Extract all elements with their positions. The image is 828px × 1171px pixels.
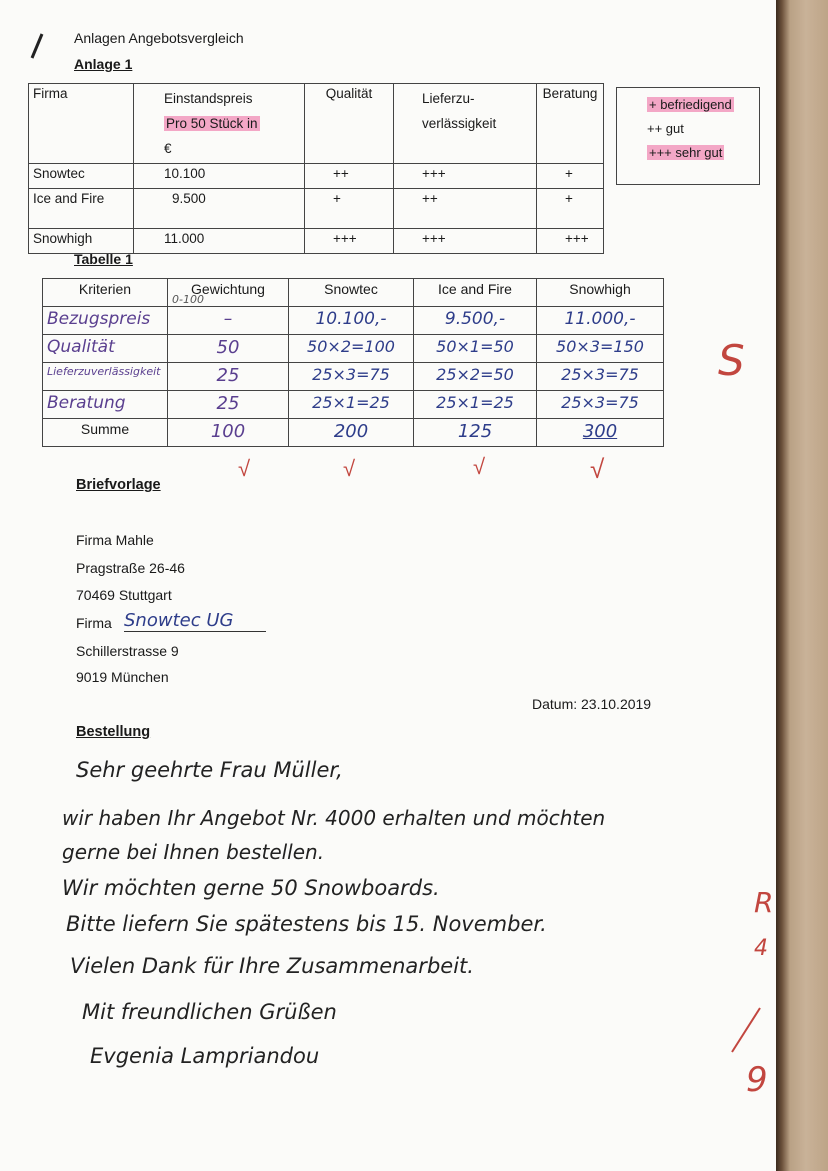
evaluation-table [42,278,664,447]
cell-qualitaet: + [305,189,394,229]
header-snowhigh: Snowhigh [537,279,664,307]
header-beratung: Beratung [537,84,604,164]
letter-body-line: Bitte liefern Sie spätestens bis 15. November. [66,912,547,936]
pen-stroke-mark [28,30,48,60]
cell-ice-and-fire: 9.500,- [414,307,537,335]
check-mark: √ [473,454,486,479]
cell-snowtec: 200 [289,419,414,447]
page-title: Anlagen Angebotsvergleich [74,30,244,46]
cell-kriterium: Lieferzuverlässigkeit [43,363,168,391]
table-row [29,229,604,254]
check-mark: √ [238,456,251,481]
legend-item: ++ gut [647,121,684,136]
cell-ice-and-fire: 25×2=50 [414,363,537,391]
wooden-table-edge [776,0,828,1171]
cell-gewichtung: 100 [168,419,289,447]
check-mark: √ [343,456,356,481]
cell-firma: Snowhigh [29,229,134,254]
scale-note: 0-100 [172,293,204,306]
letter-body-line: Mit freundlichen Grüßen [82,1000,337,1024]
header-qualitaet: Qualität [305,84,394,164]
cell-beratung: + [537,189,604,229]
table-row [43,307,664,335]
table-row [29,189,604,229]
cell-beratung: + [537,164,604,189]
letter-body-line: Sehr geehrte Frau Müller, [76,758,343,782]
header-lieferzuverlaessigkeit: Lieferzu- verlässigkeit [394,84,537,164]
cell-liefer: +++ [394,229,537,254]
cell-snowtec: 50×2=100 [289,335,414,363]
sender-line: Pragstraße 26-46 [76,560,185,576]
sender-line: 70469 Stuttgart [76,587,172,603]
table-row [43,363,664,391]
table-row [43,335,664,363]
cell-snowtec: 25×1=25 [289,391,414,419]
grade-mark-9: 9 [746,1060,768,1100]
cell-ice-and-fire: 125 [414,419,537,447]
header-gewichtung: Gewichtung 0-100 [168,279,289,307]
cell-gewichtung: 25 [168,363,289,391]
letter-body-line: gerne bei Ihnen bestellen. [62,840,325,864]
grade-slash-mark [726,1004,766,1056]
header-einstandspreis: Einstandspreis Pro 50 Stück in € [134,84,305,164]
cell-ice-and-fire: 25×1=25 [414,391,537,419]
cell-gewichtung: – [168,307,289,335]
cell-qualitaet: ++ [305,164,394,189]
cell-snowtec: 10.100,- [289,307,414,335]
letter-body-line: wir haben Ihr Angebot Nr. 4000 erhalten und möchten [62,806,606,830]
cell-beratung: +++ [537,229,604,254]
cell-firma: Snowtec [29,164,134,189]
anlage-heading: Anlage 1 [74,56,133,72]
header-kriterien: Kriterien [43,279,168,307]
cell-snowhigh: 300 [537,419,664,447]
cell-kriterium: Bezugspreis [43,307,168,335]
letter-body-line: Wir möchten gerne 50 Snowboards. [62,876,440,900]
letter-date: Datum: 23.10.2019 [532,696,652,712]
recipient-firma-label: Firma [76,615,112,631]
cell-kriterium: Beratung [43,391,168,419]
header-snowtec: Snowtec [289,279,414,307]
tabelle-heading: Tabelle 1 [74,251,133,267]
cell-gewichtung: 50 [168,335,289,363]
rating-legend [616,87,760,185]
sender-line: Firma Mahle [76,532,154,548]
header-ice-and-fire: Ice and Fire [414,279,537,307]
table-row [29,164,604,189]
legend-item: +++ sehr gut [649,145,723,160]
cell-preis: 10.100 [134,164,305,189]
cell-liefer: +++ [394,164,537,189]
cell-preis: 11.000 [134,229,305,254]
cell-gewichtung: 25 [168,391,289,419]
recipient-firma-value: Snowtec UG [124,610,266,632]
letter-signature: Evgenia Lampriandou [90,1044,320,1068]
cell-preis: 9.500 [134,189,305,229]
table-row-summe [43,419,664,447]
cell-kriterium: Summe [43,419,168,447]
cell-ice-and-fire: 50×1=50 [414,335,537,363]
recipient-line: Schillerstrasse 9 [76,643,179,659]
grade-mark-r: R [754,886,774,919]
letter-heading: Briefvorlage [76,477,161,493]
cell-firma: Ice and Fire [29,189,134,229]
table-row [43,391,664,419]
cell-snowhigh: 11.000,- [537,307,664,335]
recipient-line: 9019 München [76,669,169,685]
letter-body-line: Vielen Dank für Ihre Zusammenarbeit. [70,954,474,978]
cell-liefer: ++ [394,189,537,229]
cell-qualitaet: +++ [305,229,394,254]
offers-table [28,83,604,254]
check-mark: √ [590,454,605,484]
legend-item: + befriedigend [649,97,732,112]
cell-snowhigh: 25×3=75 [537,391,664,419]
header-firma: Firma [29,84,134,164]
cell-kriterium: Qualität [43,335,168,363]
cell-snowhigh: 50×3=150 [537,335,664,363]
grade-mark-s: S [718,336,745,385]
cell-snowhigh: 25×3=75 [537,363,664,391]
grade-mark-4: 4 [754,936,768,961]
cell-snowtec: 25×3=75 [289,363,414,391]
letter-subject: Bestellung [76,724,151,740]
